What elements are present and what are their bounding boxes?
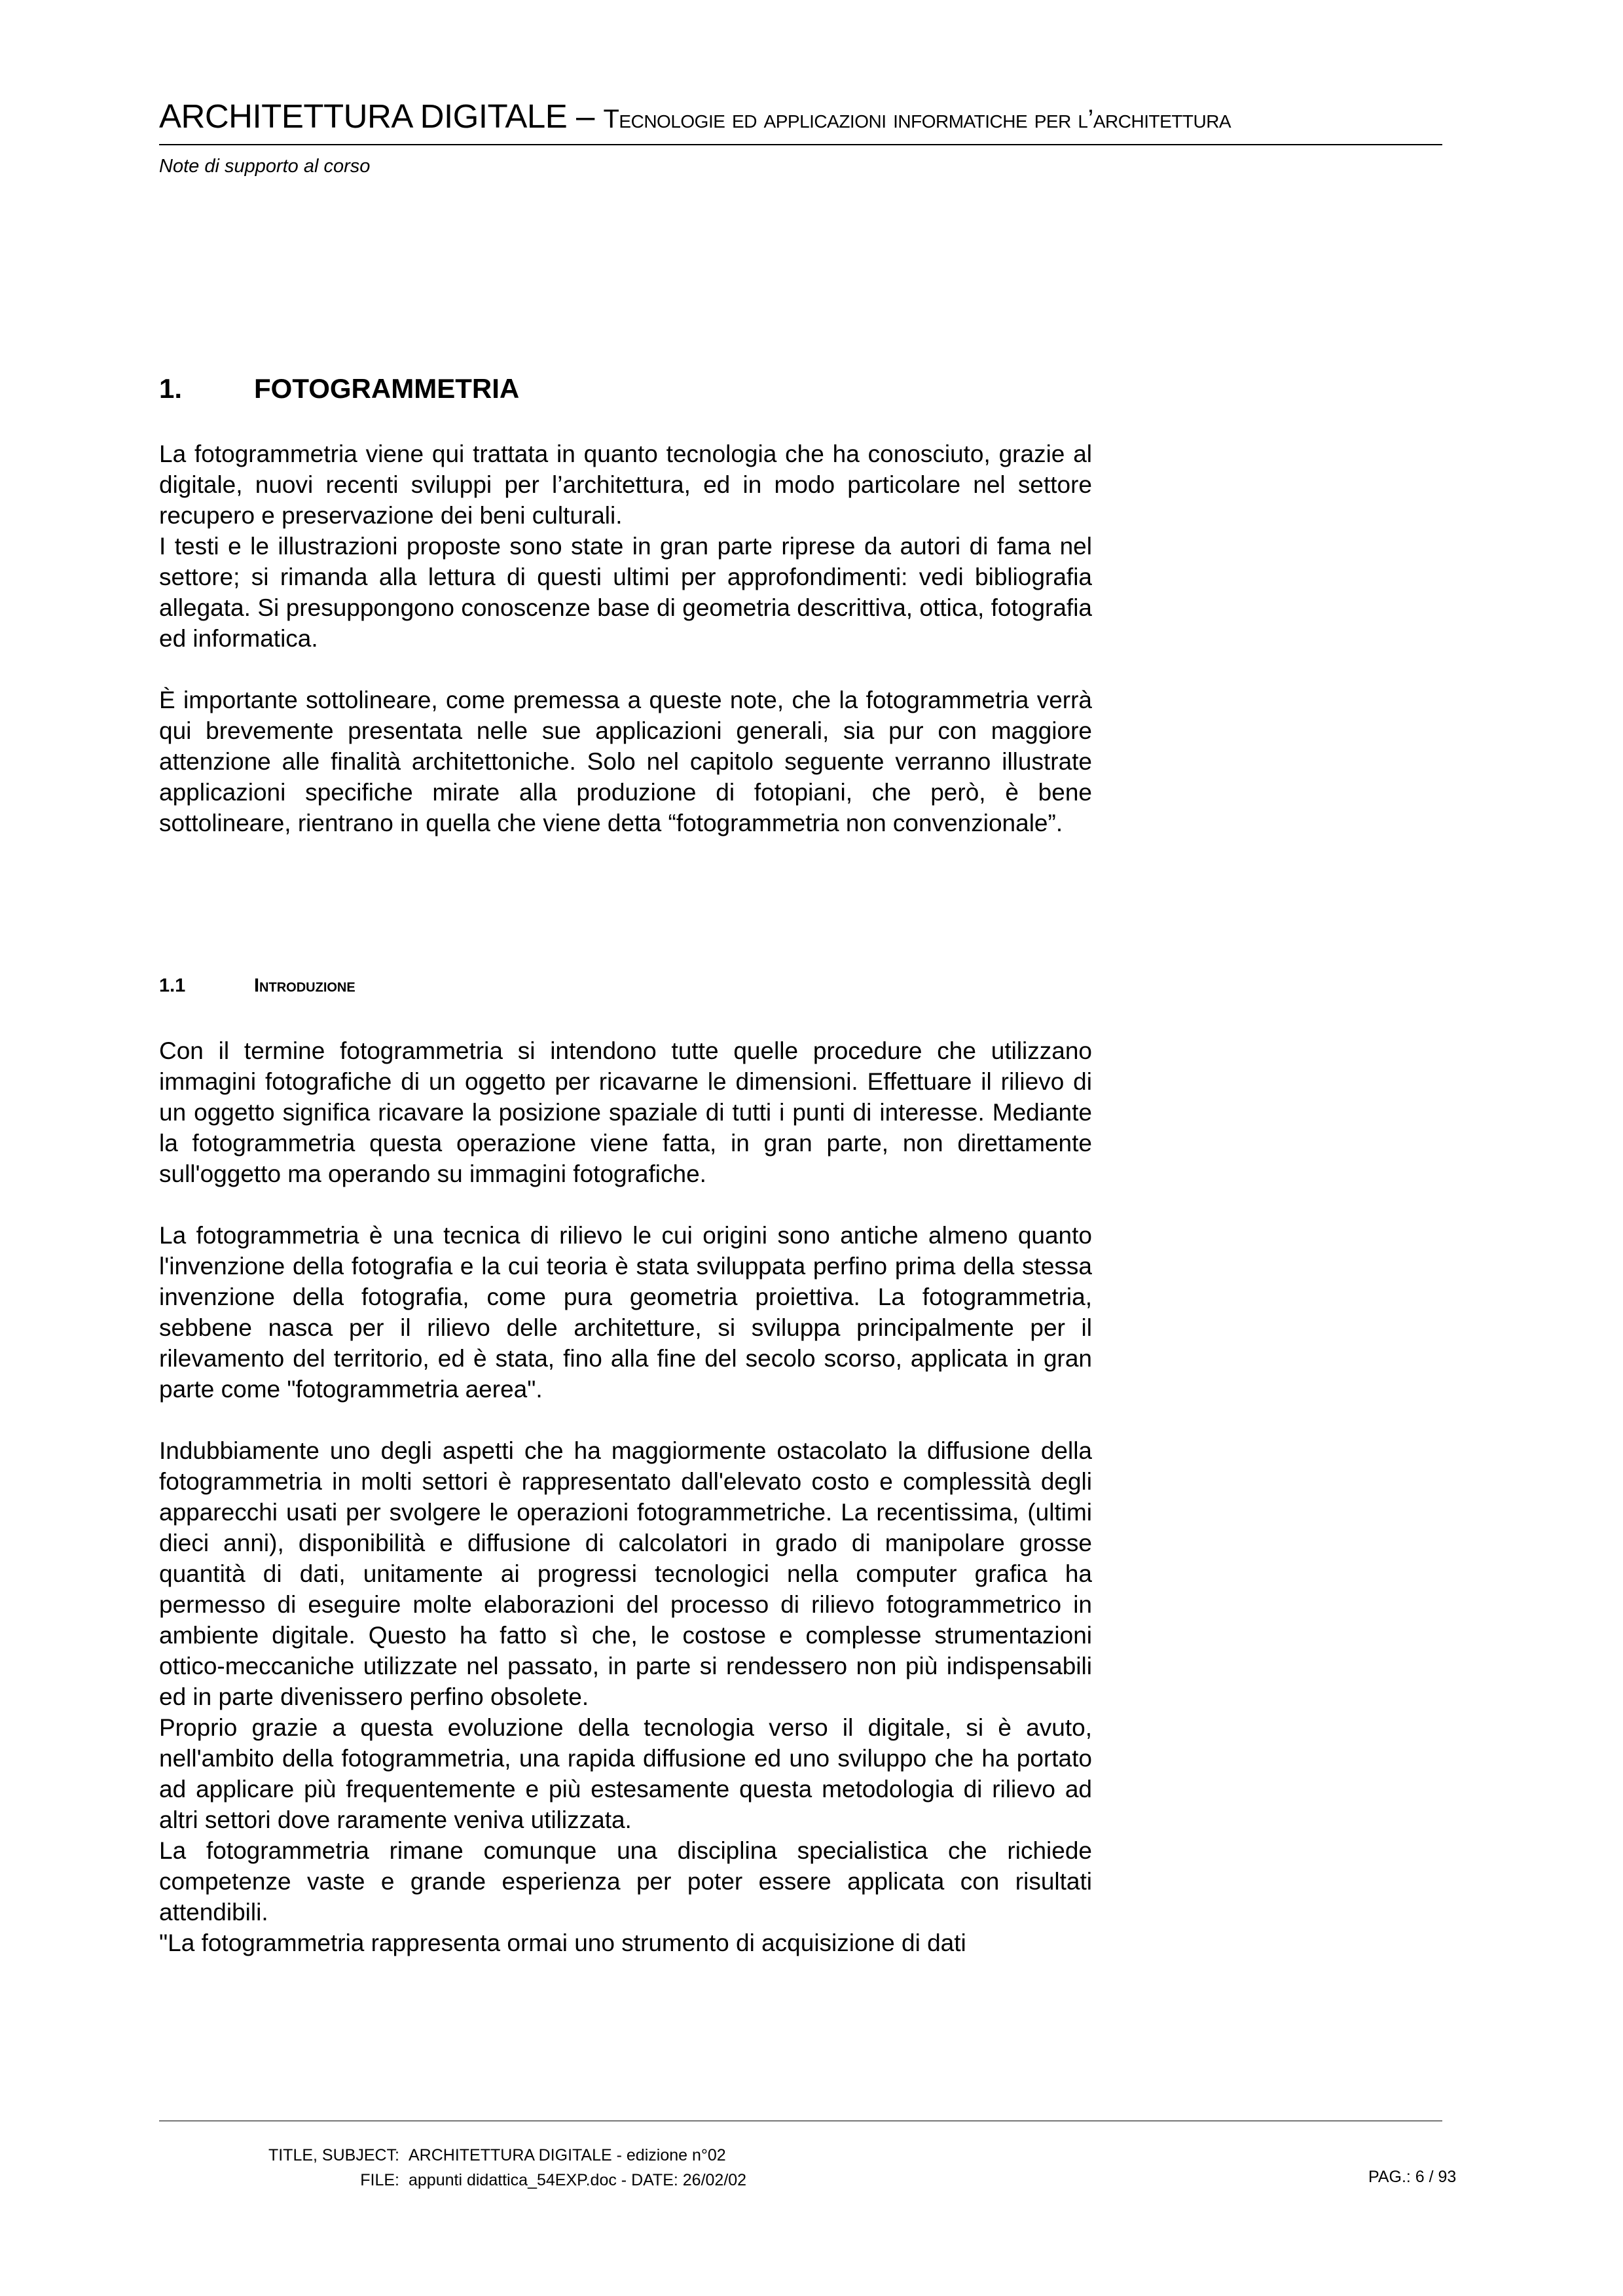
- running-header: [159, 97, 1442, 139]
- paragraph: Con il termine fotogrammetria si intendono tutte quelle procedure che utilizzano immagini fotografiche di un oggetto per ricavarne le dimensioni. Effettuare il rilievo di un oggetto significa ricavare la posizione spaziale di tutti i punti di interesse. Mediante la fotogrammetria questa operazione viene fatta, in gran parte, non direttamente sull'oggetto ma operando su immagini fotografiche.: [159, 1037, 1092, 1187]
- paragraph: È importante sottolineare, come premessa a queste note, che la fotogrammetria verrà qui brevemente presentata nelle sue applicazioni generali, sia pur con maggiore attenzione alle finalità architettoniche. Solo nel capitolo seguente verranno illustrate applicazioni specifiche mirate alla produzione di fotopiani, che però, è bene sottolineare, rientrano in quella che viene detta “fotogrammetria non convenzionale”.: [159, 687, 1092, 836]
- footer-info: [229, 2143, 746, 2193]
- footer-title-value: ARCHITETTURA DIGITALE - edizione n°02: [409, 2146, 726, 2164]
- header-title-main: ARCHITETTURA DIGITALE –: [159, 98, 604, 135]
- footer-file-value: appunti didattica_54EXP.doc - DATE: 26/02/02: [409, 2171, 747, 2189]
- section-heading-1: [159, 373, 519, 404]
- section11-body: [159, 1035, 1092, 1958]
- paragraph: Indubbiamente uno degli aspetti che ha maggiormente ostacolato la diffusione della fotogrammetria in molti settori è rappresentato dall'elevato costo e complessità degli apparecchi usati per svolgere le operazioni fotogrammetriche. La recentissima, (ultimi dieci anni), disponibilità e diffusione di calcolatori in grado di manipolare grosse quantità di dati, unitamente ai progressi tecnologici nella computer grafica ha permesso di eseguire molte elaborazioni del processo di rilievo fotogrammetrico in ambiente digitale. Questo ha fatto sì che, le costose e complesse strumentazioni ottico-meccaniche utilizzate nel passato, in parte si rendessero non più indispensabili ed in parte divenissero perfino obsolete.: [159, 1437, 1092, 1710]
- subsection-number: 1.1: [159, 975, 186, 996]
- header-subtitle: Note di supporto al corso: [159, 156, 371, 177]
- header-rule: [159, 144, 1442, 145]
- header-title: [159, 97, 1442, 139]
- section1-body: [159, 439, 1092, 838]
- paragraph: La fotogrammetria è una tecnica di rilievo le cui origini sono antiche almeno quanto l'invenzione della fotografia e la cui teoria è stata sviluppata perfino prima della stessa invenzione della fotografia, come pura geometria proiettiva. La fotogrammetria, sebbene nasca per il rilievo delle architetture, si sviluppa principalmente per il rilevamento del territorio, ed è stata, fino alla fine del secolo scorso, applicata in gran parte come "fotogrammetria aerea".: [159, 1222, 1092, 1403]
- section-number: 1.: [159, 373, 183, 404]
- section-heading-1-1: [159, 975, 356, 997]
- page-number: PAG.: 6 / 93: [1368, 2168, 1457, 2186]
- paragraph: La fotogrammetria viene qui trattata in quanto tecnologia che ha conosciuto, grazie al digitale, nuovi recenti sviluppi per l’architettura, ed in modo particolare nel settore recupero e preservazione dei beni culturali.: [159, 440, 1092, 529]
- footer-file-label: FILE:: [360, 2171, 399, 2189]
- section-title: FOTOGRAMMETRIA: [254, 373, 520, 404]
- header-title-sub: Tecnologie ed applicazioni informatiche per l’architettura: [603, 105, 1231, 134]
- paragraph: Proprio grazie a questa evoluzione della tecnologia verso il digitale, si è avuto, nell'ambito della fotogrammetria, una rapida diffusione ed uno sviluppo che ha portato ad applicare più frequentemente e più estesamente questa metodologia di rilievo ad altri settori dove raramente veniva utilizzata.: [159, 1714, 1092, 1833]
- paragraph: I testi e le illustrazioni proposte sono state in gran parte riprese da autori di fama nel settore; si rimanda alla lettura di questi ultimi per approfondimenti: vedi bibliografia allegata. Si presuppongono conoscenze base di geometria descrittiva, ottica, fotografia ed informatica.: [159, 533, 1092, 652]
- paragraph: "La fotogrammetria rappresenta ormai uno strumento di acquisizione di dati: [159, 1929, 966, 1956]
- subsection-title: Introduzione: [254, 975, 356, 996]
- footer-title-label: TITLE, SUBJECT:: [268, 2146, 399, 2164]
- paragraph: La fotogrammetria rimane comunque una disciplina specialistica che richiede competenze vaste e grande esperienza per poter essere applicata con risultati attendibili.: [159, 1837, 1092, 1926]
